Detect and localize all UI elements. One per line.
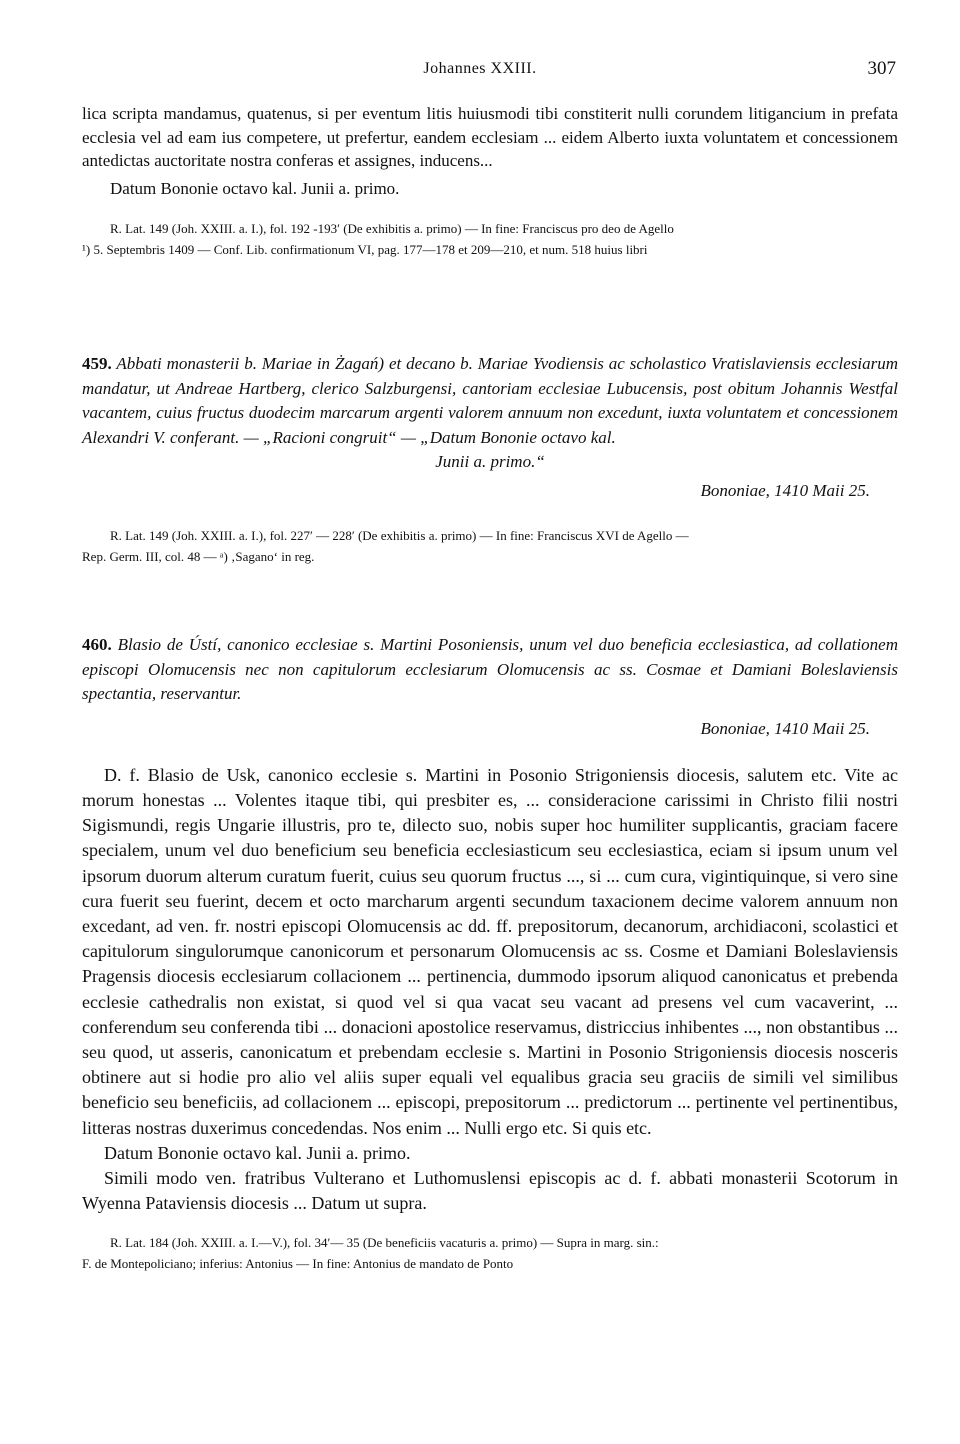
entry-459-heading-end: Junii a. primo.“ — [435, 452, 545, 472]
top-entry-text: lica scripta mandamus, quatenus, si per eventum litis huiusmodi tibi constiterit nulli corundem litigancium in prefata ecclesia vel ad eam ius competere, ut prefertur, eandem ecclesiam ... eidem Alberto iuxta voluntatem et concessionem antedictas auctoritate nostra conferas et assignes, inducens... — [82, 104, 898, 170]
page-number: 307 — [867, 58, 896, 79]
entry-460-heading-text: Blasio de Ústí, canonico ecclesiae s. Martini Posoniensis, unum vel duo beneficia ecclesiastica, ad collationem episcopi Olomucensis nec non capitulorum ecclesiarum Olomucensis ac ss. Cosmae et Damiani Boleslaviensis spectantia, reservantur. — [82, 635, 899, 704]
entry-460-datum: Datum Bononie octavo kal. Junii a. primo. — [104, 1142, 411, 1163]
entry-459 — [82, 352, 898, 567]
page-header — [0, 58, 960, 84]
entry-459-heading — [82, 352, 898, 475]
running-head: Johannes XXIII. — [423, 60, 537, 77]
entry-460-place-date: Bononiae, 1410 Maii 25. — [700, 718, 870, 738]
entry-460-note-2: F. de Montepoliciano; inferius: Antonius — In fine: Antonius de mandato de Ponto — [82, 1256, 514, 1272]
top-entry — [82, 102, 898, 260]
entry-460-simili: Simili modo ven. fratribus Vulterano et Luthomuslensi episcopis ac d. f. abbati monasterii Scotorum in Wyenna Pataviensis diocesis ... Datum ut supra. — [82, 1168, 898, 1214]
entry-460-number: 460. — [82, 635, 112, 654]
entry-459-place-date: Bononiae, 1410 Maii 25. — [700, 480, 870, 500]
entry-459-note-1: R. Lat. 149 (Joh. XXIII. a. I.), fol. 227′ — 228′ (De exhibitis a. primo) — In fine: Franciscus XVI de Agello — — [110, 527, 689, 543]
entry-460 — [82, 633, 898, 1274]
entry-460-note-1: R. Lat. 184 (Joh. XXIII. a. I.—V.), fol. 34′— 35 (De beneficiis vacaturis a. primo) — Supra in marg. sin.: — [110, 1235, 659, 1251]
top-entry-note-1: R. Lat. 149 (Joh. XXIII. a. I.), fol. 192 -193′ (De exhibitis a. primo) — In fine: Franciscus pro deo de Agello — [110, 220, 674, 236]
entry-460-heading — [82, 633, 898, 707]
entry-459-number: 459. — [82, 354, 112, 373]
entry-460-body: D. f. Blasio de Usk, canonico ecclesie s. Martini in Posonio Strigoniensis diocesis, salutem etc. Vite ac morum honestas ... Volentes itaque tibi, qui presbiter es, ... consideracione carissimi in Christo filii nostri Sigismundi, regis Ungarie illustris, pro te, dilecto suo, nobis super hoc humiliter supplicantis, graciam facere specialem, unum vel duo beneficium seu beneficia ecclesiasticum seu ecclesiastica, eciam si ipsum unum vel ipsorum duorum alterum curatum fuerit, cuius seu quorum fructus ..., si ... cum cura, vigintiquinque, si vero sine cura fuerit seu fuerint, decem et octo marcharum argenti secundum taxacionem decime valorem annuum non excedant, ad ven. fr. nostri episcopi Olomucensis ac dd. ff. prepositorum, decanorum, archidiaconi, scolastici et capitulorum singulorumque canonicorum et personarum Olomucensis ac ss. Cosme et Damiani Boleslaviensis Pragensis diocesis ecclesiarum collacionem ... pertinencia, dummodo ipsorum aliquod canonicatus et prebenda ecclesie cathedralis non existat, si quod vel si qua vacat seu vacant ad presens vel cum vacaverint, ... conferendum seu conferenda tibi ... donacioni apostolice reservamus, districcius inhibentes ..., non obstantibus ... seu quod, ut asseris, canonicatum et prebendam ecclesie s. Martini in Posonio Strigoniensis diocesis nosceris obtinere aut si hodie pro alio vel aliis super equali vel equalibus gracia seu graciis de simili vel similibus beneficio seu beneficiis, ad collacionem ... episcopi, prepositorum ... predictorum ... pertinente vel pertinentibus, litteras nostras duxerimus concedendas. Nos enim ... Nulli ergo etc. Si quis etc. — [82, 764, 898, 1138]
entry-459-note-2: Rep. Germ. III, col. 48 — ᵃ) ‚Sagano‘ in reg. — [82, 548, 315, 564]
top-entry-note-2: ¹) 5. Septembris 1409 — Conf. Lib. confirmationum VI, pag. 177—178 et 209—210, et num. 518 huius libri — [82, 241, 648, 257]
top-entry-datum: Datum Bononie octavo kal. Junii a. primo. — [110, 178, 400, 198]
entry-459-heading-text: Abbati monasterii b. Mariae in Żagań) et decano b. Mariae Yvodiensis ac scholastico Vratislaviensis ecclesiarum mandatur, ut Andreae Hartberg, clerico Salzburgensi, cantoriam ecclesiae Lubucensis, post obitum Johannis Westfal vacantem, cuius fructus duodecim marcarum argenti valorem annuum non excedunt, iuxta voluntatem et concessionem Alexandri V. conferant. — „Racioni congruit“ — „Datum Bononie octavo kal. — [82, 354, 898, 447]
